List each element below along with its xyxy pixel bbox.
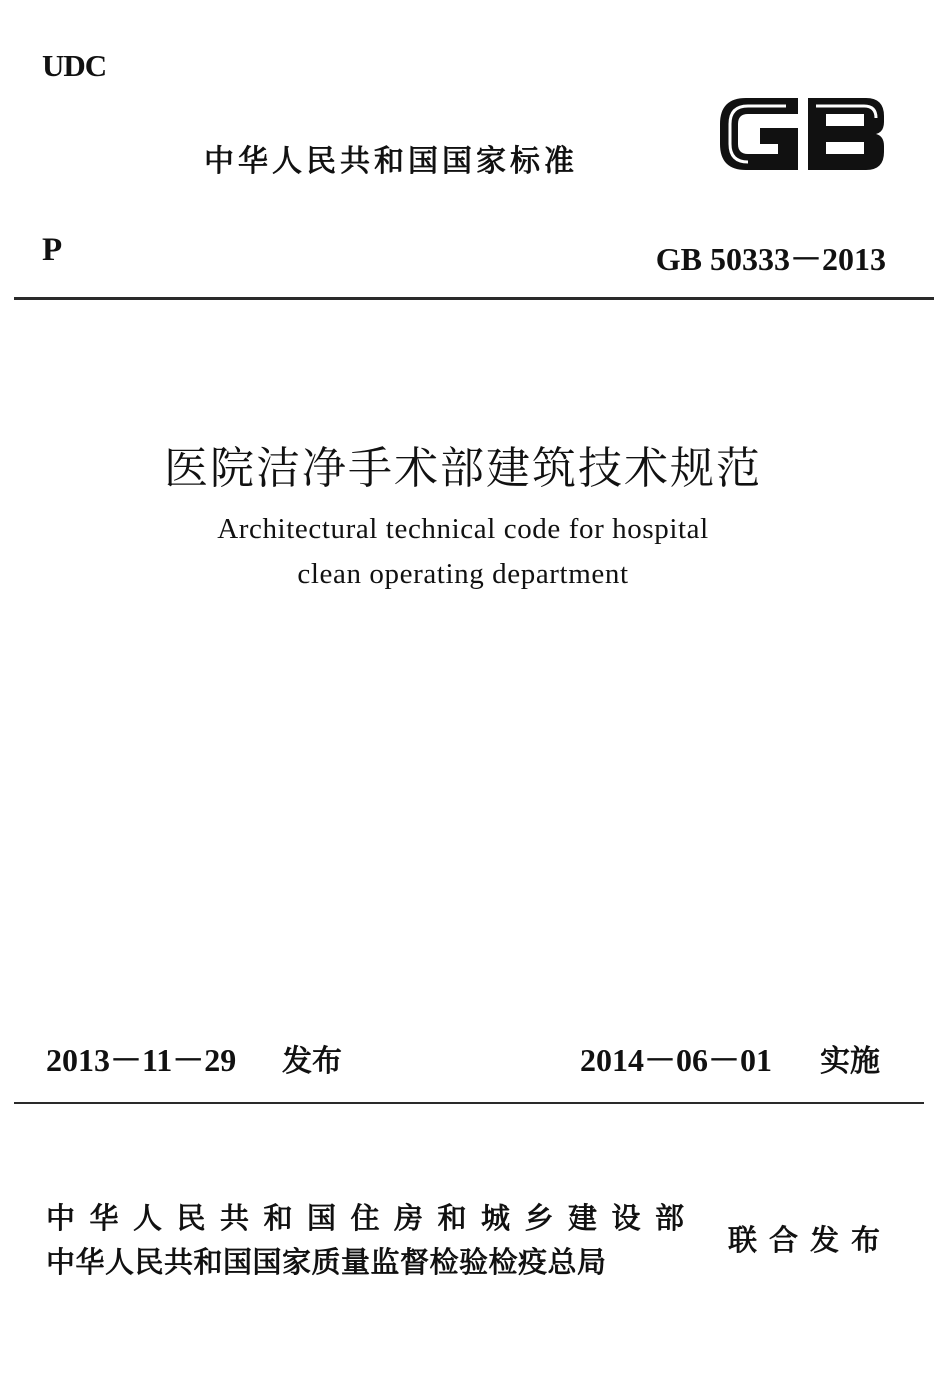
footer-divider	[14, 1102, 924, 1104]
issuer-aqsiq: 中华人民共和国国家质量监督检验检疫总局	[46, 1245, 607, 1279]
udc-label: UDC	[42, 48, 107, 83]
issuer-ministry-housing: 中华人民共和国住房和城乡建设部	[46, 1201, 699, 1235]
issue-label: 发布	[282, 1044, 342, 1079]
issue-date: 2013－11－29	[46, 1042, 237, 1078]
national-standard-heading: 中华人民共和国国家标准	[204, 144, 578, 179]
implementation-label: 实施	[820, 1044, 880, 1079]
title-english-line-2: clean operating department	[297, 558, 629, 590]
standard-number: GB 50333－2013	[655, 241, 886, 277]
implementation-date: 2014－06－01	[580, 1042, 773, 1078]
gb-logo	[716, 92, 888, 176]
category-code: P	[42, 232, 63, 268]
header-divider	[14, 297, 934, 300]
joint-issue-label: 联合发布	[728, 1223, 893, 1257]
title-chinese: 医院洁净手术部建筑技术规范	[164, 443, 762, 494]
title-english-line-1: Architectural technical code for hospital	[217, 513, 709, 545]
